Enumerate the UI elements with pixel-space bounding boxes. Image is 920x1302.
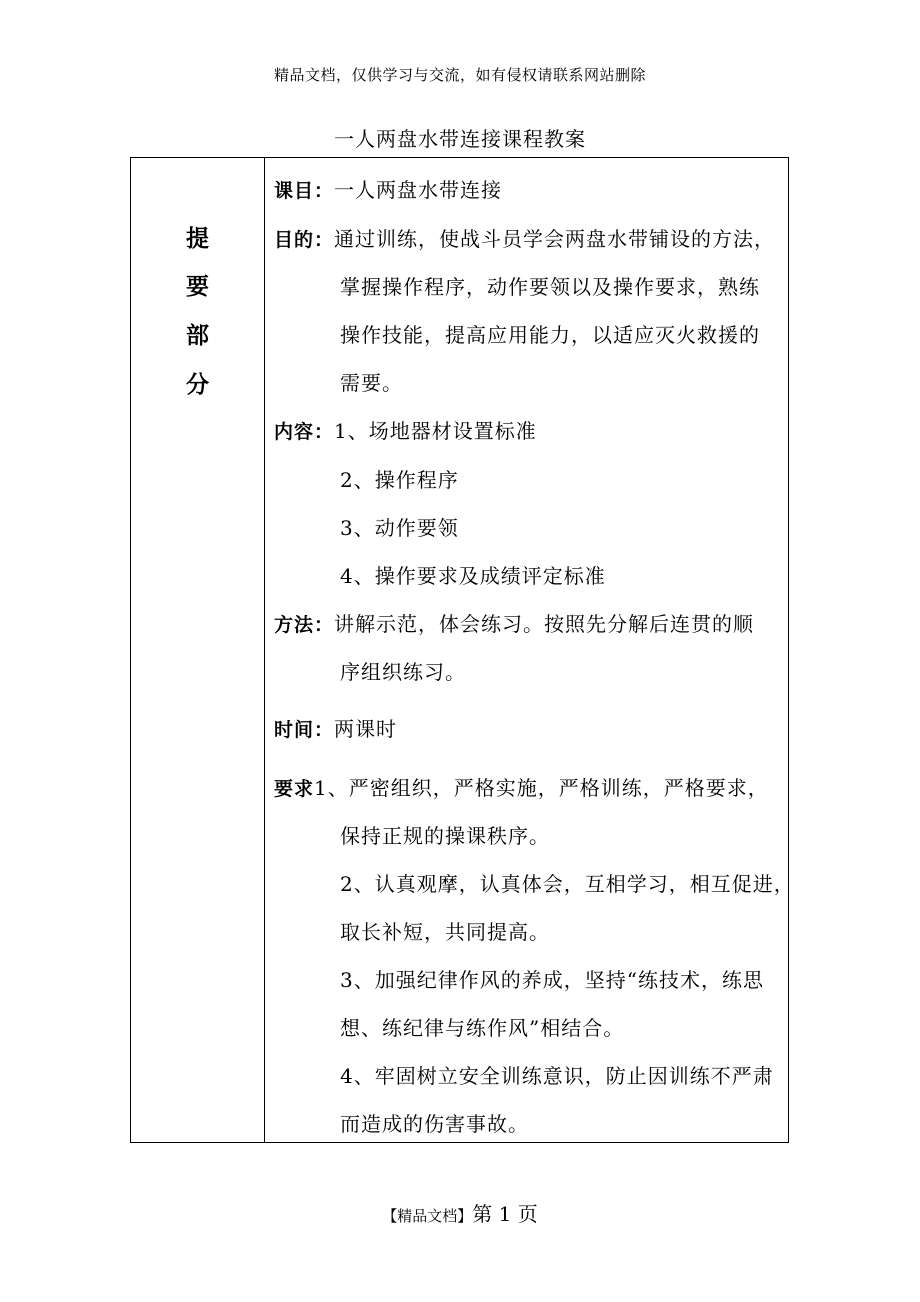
time-text: 两课时 [334, 717, 398, 741]
lesson-plan-table [130, 157, 795, 1143]
side-label-char-1: 提 [186, 226, 209, 252]
requirements-label: 要求 [274, 778, 315, 800]
content-label: 内容： [274, 421, 335, 443]
side-label-char-4: 分 [186, 372, 209, 398]
purpose-row [274, 223, 775, 252]
requirement-line-7: 4、牢固树立安全训练意识，防止因训练不严肃 [340, 1064, 774, 1088]
purpose-line-1: 通过训练，使战斗员学会两盘水带铺设的方法， [334, 227, 776, 251]
purpose-label: 目的： [274, 229, 335, 251]
subject-label: 课目： [274, 180, 335, 202]
method-line-2: 序组织练习。 [340, 660, 466, 684]
requirement-line-2: 保持正规的操课秩序。 [340, 824, 550, 848]
method-row [274, 608, 754, 637]
content-item-2: 2、操作程序 [340, 468, 459, 492]
column-divider [264, 158, 265, 1142]
time-label: 时间： [274, 719, 335, 741]
page-number: 第 1 页 [472, 1202, 538, 1226]
content-item-4: 4、操作要求及成绩评定标准 [340, 564, 606, 588]
purpose-line-2: 掌握操作程序，动作要领以及操作要求，熟练 [340, 275, 760, 299]
requirement-line-5: 3、加强纪律作风的养成，坚持“练技术，练思 [340, 968, 764, 992]
side-label-char-2: 要 [186, 274, 209, 300]
footer-tag: 【精品文档】 [382, 1207, 473, 1225]
header-note: 精品文档，仅供学习与交流，如有侵权请联系网站删除 [273, 66, 646, 84]
time-row [274, 713, 397, 742]
page-footer [0, 1198, 920, 1227]
content-item-3: 3、动作要领 [340, 516, 459, 540]
method-label: 方法： [274, 614, 335, 636]
requirement-line-3: 2、认真观摩，认真体会，互相学习，相互促进， [340, 872, 795, 896]
requirements-row [274, 772, 769, 801]
side-label-char-3: 部 [186, 323, 209, 349]
requirement-line-1: 1、严密组织，严格实施，严格训练，严格要求， [314, 776, 769, 800]
method-line-1: 讲解示范，体会练习。按照先分解后连贯的顺 [334, 612, 755, 636]
document-title: 一人两盘水带连接课程教案 [334, 127, 586, 151]
requirement-line-8: 而造成的伤害事故。 [340, 1112, 529, 1136]
subject-text: 一人两盘水带连接 [334, 178, 503, 202]
subject-row [274, 174, 502, 203]
content-item-1: 1、场地器材设置标准 [334, 419, 537, 443]
purpose-line-3: 操作技能，提高应用能力，以适应灭火救援的 [340, 323, 760, 347]
content-row [274, 415, 537, 444]
requirement-line-4: 取长补短，共同提高。 [340, 920, 550, 944]
requirement-line-6: 想、练纪律与练作风”相结合。 [340, 1016, 625, 1040]
purpose-line-4: 需要。 [340, 371, 403, 395]
